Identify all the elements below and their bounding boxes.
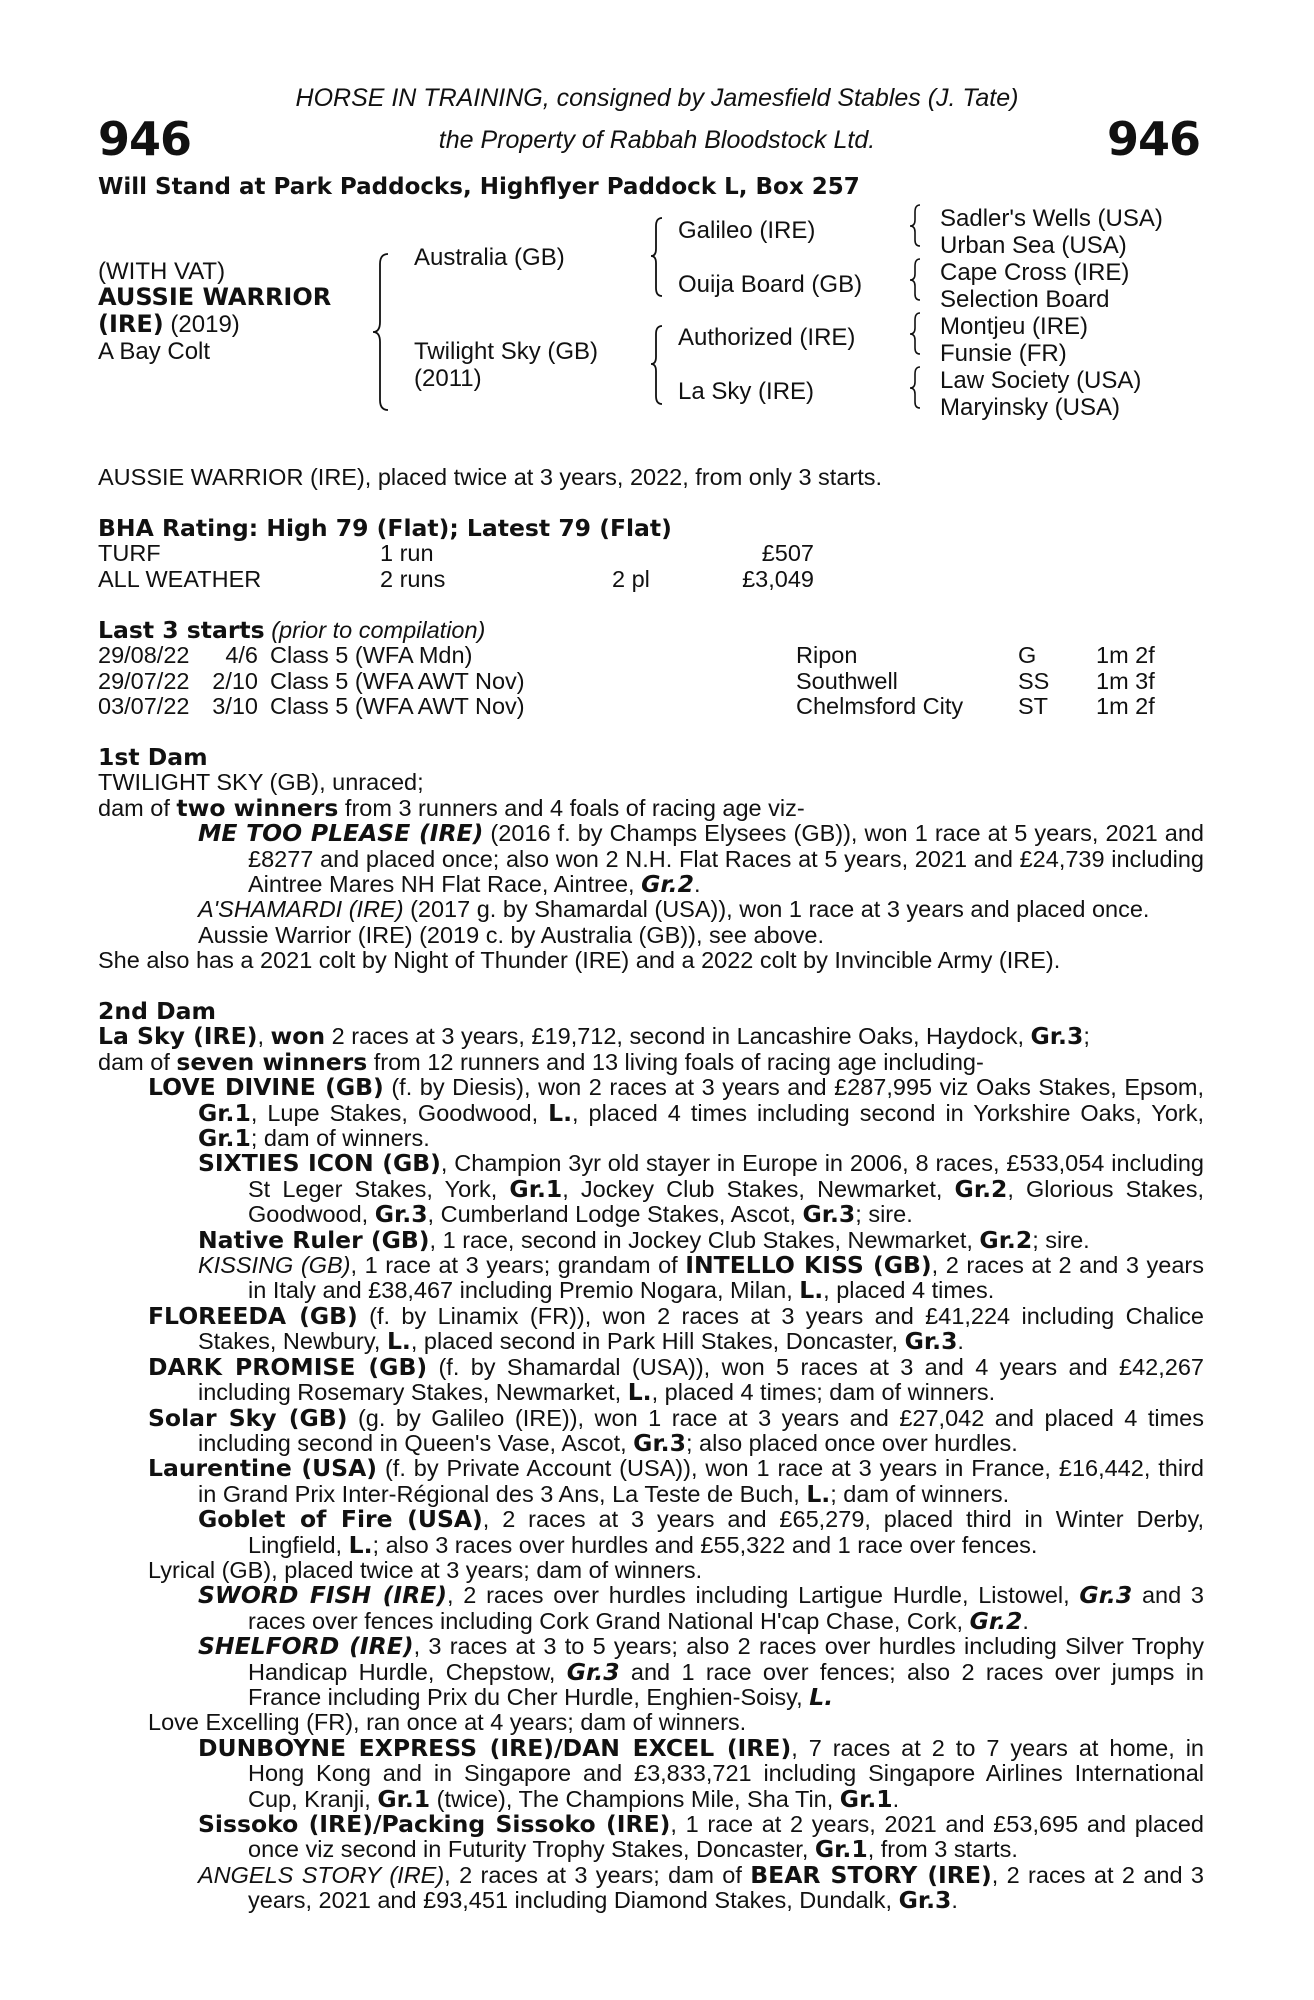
start-race: Class 5 (WFA AWT Nov) — [270, 693, 525, 720]
produce-solar-sky: Solar Sky (GB) (g. by Galileo (IRE)), won 1 race at 3 years and £27,042 and placed 4 times including second in Queen's Vase, Ascot, Gr.3; also placed once over hurdles. — [148, 1403, 1204, 1457]
rating-runs: 2 runs — [380, 565, 446, 592]
start-row — [98, 643, 1155, 668]
start-date: 29/07/22 — [98, 667, 190, 694]
start-race: Class 5 (WFA AWT Nov) — [270, 667, 525, 694]
sire: Australia (GB) — [414, 244, 565, 271]
produce-lyrical: Lyrical (GB), placed twice at 3 years; dam of winners. — [148, 1556, 703, 1583]
produce-kissing: KISSING (GB), 1 race at 3 years; grandam of INTELLO KISS (GB), 2 races at 2 and 3 years in Italy and £38,467 including Premio Nogara, Milan, L., placed 4 times. — [198, 1251, 1205, 1305]
gen3-5: Montjeu (IRE) — [940, 313, 1089, 340]
horse-vat: (WITH VAT) — [98, 258, 226, 285]
produce-sword-fish: SWORD FISH (IRE), 2 races over hurdles including Lartigue Hurdle, Listowel, Gr.3 and 3 races over fences including Cork Grand National H'cap Chase, Cork, Gr.2. — [198, 1581, 1204, 1635]
produce-sissoko: Sissoko (IRE)/Packing Sissoko (IRE), 1 race at 2 years, 2021 and £53,695 and placed once viz second in Futurity Trophy Stakes, Doncaster, Gr.1, from 3 starts. — [198, 1810, 1204, 1864]
horse-name: AUSSIE WARRIOR — [98, 283, 332, 311]
start-position: 3/10 — [212, 693, 258, 720]
start-date: 29/08/22 — [98, 642, 190, 669]
dam-dam: La Sky (IRE) — [678, 378, 815, 405]
start-course: Southwell — [796, 667, 898, 694]
last-starts-section — [98, 618, 1204, 720]
start-position: 2/10 — [212, 667, 258, 694]
start-going: G — [1018, 642, 1037, 669]
produce-floreeda: FLOREEDA (GB) (f. by Linamix (FR)), won 2 races at 3 years and £41,224 including Chalice Stakes, Newbury, L., placed second in Park Hill Stakes, Doncaster, Gr.3. — [148, 1301, 1204, 1356]
property-line: the Property of Rabbah Bloodstock Ltd. — [438, 126, 876, 154]
brace-parents — [370, 252, 392, 412]
start-course: Chelmsford City — [796, 693, 964, 720]
gen3-8: Maryinsky (USA) — [940, 394, 1121, 421]
produce-love-divine: LOVE DIVINE (GB) (f. by Diesis), won 2 races at 3 years and £287,995 viz Oaks Stakes, Epsom, Gr.1, Lupe Stakes, Goodwood, L., placed 4 times including second in Yorkshire Oaks, York, Gr.1; dam of winners. — [148, 1073, 1205, 1153]
rating-row — [98, 541, 814, 566]
start-race: Class 5 (WFA Mdn) — [270, 642, 473, 669]
second-dam-name: La Sky (IRE), won 2 races at 3 years, £19,712, second in Lancashire Oaks, Haydock, Gr.3; — [98, 1022, 1090, 1051]
rating-heading: BHA Rating: High 79 (Flat); Latest 79 (Flat) — [98, 514, 672, 542]
rating-section — [98, 516, 1204, 592]
dam-year: (2011) — [414, 365, 482, 392]
gen3-4: Selection Board — [940, 286, 1110, 313]
brace-dam-line — [648, 324, 666, 406]
produce-laurentine: Laurentine (USA) (f. by Private Account (USA)), won 1 race at 3 years in France, £16,442, third in Grand Prix Inter-Régional des 3 Ans, La Teste de Buch, L.; dam of winners. — [148, 1454, 1204, 1508]
produce-angels-story: ANGELS STORY (IRE), 2 races at 3 years; dam of BEAR STORY (IRE), 2 races at 2 and 3 years, 2021 and £93,451 including Diamond Stakes, Dundalk, Gr.3. — [198, 1860, 1204, 1915]
gen3-2: Urban Sea (USA) — [940, 232, 1127, 259]
gen3-7: Law Society (USA) — [940, 367, 1142, 394]
second-dam-section — [98, 999, 1204, 1914]
start-going: SS — [1018, 667, 1050, 694]
rating-table — [98, 541, 814, 592]
rating-placed: 2 pl — [612, 565, 650, 592]
start-distance: 1m 2f — [1096, 642, 1155, 669]
start-date: 03/07/22 — [98, 693, 190, 720]
gen3-1: Sadler's Wells (USA) — [940, 205, 1163, 232]
produce-love-excelling: Love Excelling (FR), ran once at 4 years; dam of winners. — [148, 1709, 747, 1736]
horse-name-line2: (IRE) (2019) — [98, 310, 240, 338]
produce-dark-promise: DARK PROMISE (GB) (f. by Shamardal (USA)), won 5 races at 3 and 4 years and £42,267 including Rosemary Stakes, Newmarket, L., placed 4 times; dam of winners. — [148, 1352, 1204, 1407]
rating-earnings: £507 — [761, 540, 814, 567]
gen3-6: Funsie (FR) — [940, 340, 1067, 367]
last-starts-table — [98, 643, 1155, 719]
first-dam-heading: 1st Dam — [98, 743, 208, 771]
consignor-line: HORSE IN TRAINING, consigned by Jamesfield Stables (J. Tate) — [295, 84, 1019, 112]
start-distance: 1m 2f — [1096, 693, 1155, 720]
produce-dunboyne-express: DUNBOYNE EXPRESS (IRE)/DAN EXCEL (IRE), 7 races at 2 to 7 years at home, in Hong Kong and in Singapore and £3,833,721 including Singapore Airlines International Cup, Kranji, Gr.1 (twice), The Champions Mile, Sha Tin, Gr.1. — [198, 1733, 1204, 1813]
produce-aussie-warrior: Aussie Warrior (IRE) (2019 c. by Australia (GB)), see above. — [198, 921, 825, 948]
brace-sire-line — [648, 216, 666, 298]
rating-runs: 1 run — [380, 540, 434, 567]
rating-surface: TURF — [98, 540, 161, 567]
dam: Twilight Sky (GB) — [414, 338, 599, 365]
start-row — [98, 694, 1155, 719]
gen3-3: Cape Cross (IRE) — [940, 259, 1130, 286]
brace-third-gen — [908, 202, 924, 422]
rating-surface: ALL WEATHER — [98, 565, 262, 592]
rating-earnings: £3,049 — [742, 565, 814, 592]
horse-description: A Bay Colt — [98, 338, 211, 365]
sire-sire: Galileo (IRE) — [678, 217, 816, 244]
start-course: Ripon — [796, 642, 858, 669]
second-dam-produce: dam of seven winners from 12 runners and 13 living foals of racing age including- — [98, 1047, 984, 1076]
produce-ashamardi: A'SHAMARDI (IRE) (2017 g. by Shamardal (USA)), won 1 race at 3 years and placed once. — [198, 896, 1150, 923]
start-position: 4/6 — [225, 642, 258, 669]
produce-sixties-icon: SIXTIES ICON (GB), Champion 3yr old stayer in Europe in 2006, 8 races, £533,054 including St Leger Stakes, York, Gr.1, Jockey Club Stakes, Newmarket, Gr.2, Glorious Stakes, Goodwood, Gr.3, Cumberland Lodge Stakes, Ascot, Gr.3; sire. — [198, 1149, 1205, 1229]
rating-placed — [612, 541, 704, 566]
start-row — [98, 669, 1155, 694]
produce-native-ruler: Native Ruler (GB), 1 race, second in Jockey Club Stakes, Newmarket, Gr.2; sire. — [198, 1225, 1090, 1254]
sire-dam: Ouija Board (GB) — [678, 271, 863, 298]
first-dam-produce: dam of two winners from 3 runners and 4 foals of racing age viz- — [98, 793, 805, 822]
produce-me-too-please: ME TOO PLEASE (IRE) (2016 f. by Champs Elysees (GB)), won 1 race at 5 years, 2021 and £8277 and placed once; also won 2 N.H. Flat Races at 5 years, 2021 and £24,739 including Aintree Mares NH Flat Race, Aintree, Gr.2. — [198, 819, 1204, 899]
rating-row — [98, 567, 814, 592]
last-starts-heading: Last 3 starts (prior to compilation) — [98, 616, 486, 644]
summary-line: AUSSIE WARRIOR (IRE), placed twice at 3 years, 2022, from only 3 starts. — [98, 464, 883, 490]
lot-number-right: 946 — [1106, 112, 1200, 166]
start-going: ST — [1018, 693, 1049, 720]
first-dam-section — [98, 745, 1204, 974]
produce-goblet-of-fire: Goblet of Fire (USA), 2 races at 3 years and £65,279, placed third in Winter Derby, Lingfield, L.; also 3 races over hurdles and £55,322 and 1 race over fences. — [198, 1505, 1204, 1559]
second-dam-heading: 2nd Dam — [98, 997, 216, 1025]
dam-sire: Authorized (IRE) — [678, 324, 856, 351]
produce-shelford: SHELFORD (IRE), 3 races at 3 to 5 years; also 2 races over hurdles including Silver Trophy Handicap Hurdle, Chepstow, Gr.3 and 1 race over fences; also 2 races over jumps in France including Prix du Cher Hurdle, Enghien-Soisy, L. — [198, 1632, 1204, 1711]
lot-number-left: 946 — [98, 112, 192, 166]
produce-note: She also has a 2021 colt by Night of Thunder (IRE) and a 2022 colt by Invincible Army (IRE). — [98, 947, 1061, 974]
stand-location: Will Stand at Park Paddocks, Highflyer Paddock L, Box 257 — [98, 174, 860, 200]
first-dam-name: TWILIGHT SKY (GB), unraced; — [98, 769, 424, 796]
start-distance: 1m 3f — [1096, 667, 1155, 694]
